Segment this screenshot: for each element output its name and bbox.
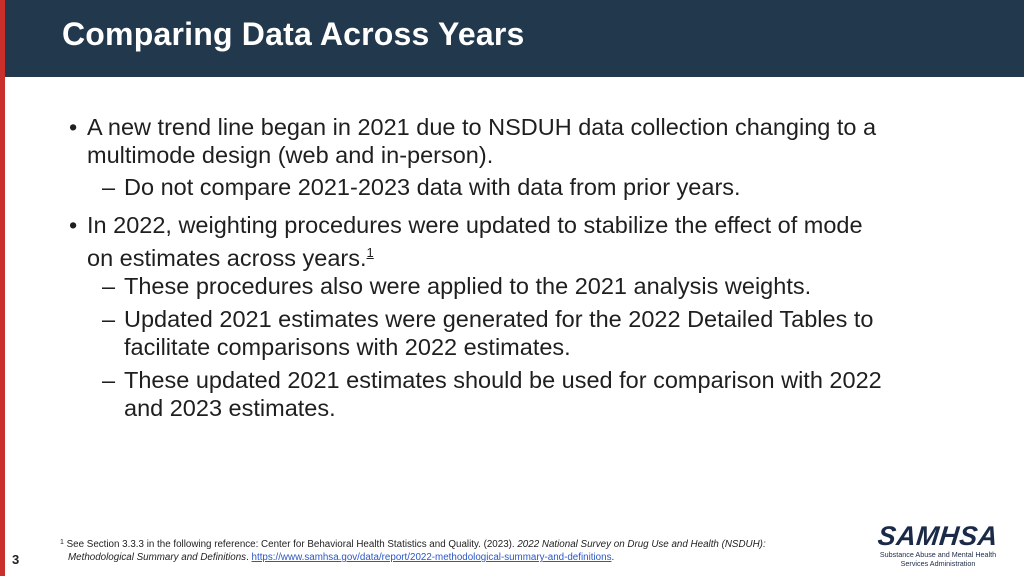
bullet-item: • In 2022, weighting procedures were updated to stabilize the effect of mode (69, 212, 863, 238)
footnote-line-2: Methodological Summary and Definitions. https://www.samhsa.gov/data/report/2022-methodological-summary-and-definitions. (68, 552, 615, 563)
sub-bullet-item: – Updated 2021 estimates were generated for the 2022 Detailed Tables to (102, 306, 874, 332)
logo-wordmark: SAMHSA (876, 521, 1000, 551)
samhsa-logo (878, 522, 998, 568)
footnote-marker: 1 (60, 539, 64, 546)
dash-icon: – (102, 367, 116, 393)
reference-link[interactable]: https://www.samhsa.gov/data/report/2022-methodological-summary-and-definitions (251, 552, 612, 563)
sub-bullet-item: – These procedures also were applied to the 2021 analysis weights. (102, 273, 812, 299)
bullet-item-continued: on estimates across years.$^1$ (87, 245, 374, 271)
page-number: 3 (12, 552, 20, 567)
dash-icon: – (102, 174, 116, 200)
footnote (60, 536, 860, 564)
bullet-item: • A new trend line began in 2021 due to NSDUH data collection changing to a (69, 114, 877, 140)
logo-tagline-2: Services Administration (900, 559, 976, 568)
bullet-dot-icon: • (69, 114, 78, 140)
footnote-line-1: $^1$ See Section 3.3.3 in the following reference: Center for Behavioral Health Statistics and Quality. (2023). 2022 National Survey on Drug Use and Health (NSDUH): (60, 539, 766, 550)
bullet-item-continued: multimode design (web and in-person). (87, 142, 494, 168)
bullet-dot-icon: • (69, 212, 78, 238)
dash-icon: – (102, 273, 116, 299)
sub-bullet-item-continued: and 2023 estimates. (124, 395, 336, 421)
sub-bullet-item: – These updated 2021 estimates should be used for comparison with 2022 (102, 367, 882, 393)
sub-bullet-item: – Do not compare 2021-2023 data with data from prior years. (102, 174, 741, 200)
slide-title: Comparing Data Across Years (62, 16, 525, 52)
footnote-reference-link[interactable]: 1 (366, 245, 374, 260)
sub-bullet-item-continued: facilitate comparisons with 2022 estimates. (124, 334, 571, 360)
logo-tagline-1: Substance Abuse and Mental Health (879, 550, 997, 559)
dash-icon: – (102, 306, 116, 332)
